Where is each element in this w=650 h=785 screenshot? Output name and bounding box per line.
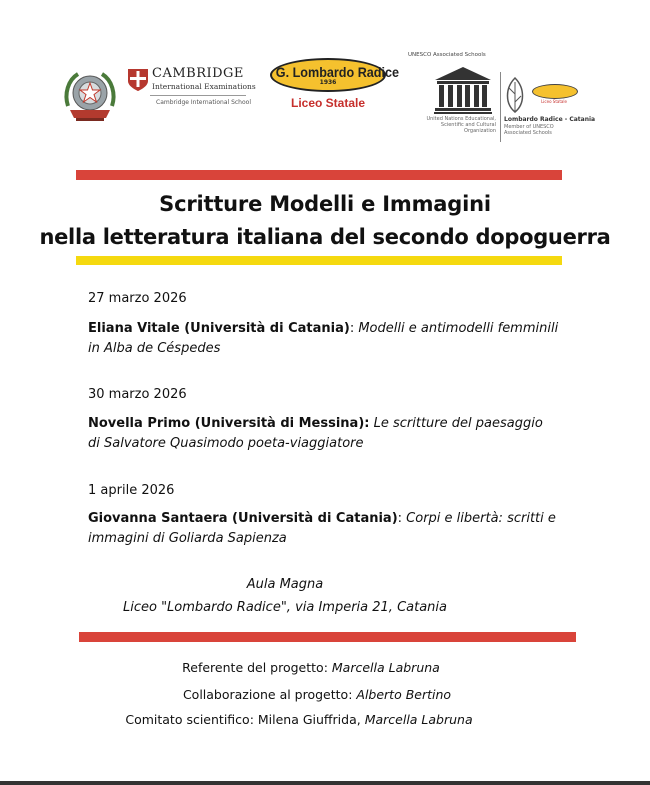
credit-name: Marcella Labruna [364,712,473,727]
credit-name: Alberto Bertino [356,687,452,702]
cambridge-logo [128,66,256,114]
event-talk-title: Modelli e antimodelli femminili [358,321,559,336]
venue-address: Liceo "Lombardo Radice", via Imperia 21, Catania [122,600,448,615]
page-title-line1: Scritture Modelli e Immagini [159,192,491,216]
event-talk-title-cont: di Salvatore Quasimodo poeta-viaggiatore [88,436,364,451]
event-speaker: Giovanna Santaera (Università di Catania) [88,511,398,526]
page-title-line2: nella letteratura italiana del secondo dopoguerra [39,225,611,249]
title-yellow-bar [76,256,562,265]
unesco-org-text: United Nations Educational, Scientific and Cultural Organization [426,116,496,134]
leaf-icon [503,74,527,114]
lombardo-radice-logo [270,58,400,120]
unesco-divider [500,72,501,142]
credit-label: Referente del progetto: [182,660,332,675]
cambridge-subtitle: International Examinations [152,82,256,91]
event-separator: : [349,321,359,336]
lombardo-name: G. Lombardo Radice [275,64,400,80]
event-speaker: Novella Primo (Università di Messina): [88,416,370,431]
credit-referente [0,660,636,675]
event-description [88,509,568,549]
venue-room: Aula Magna [246,577,324,592]
italian-republic-emblem [62,66,118,128]
event-talk-title: Corpi e libertà: scritti e [406,511,556,526]
event-description [88,319,568,359]
event-date: 30 marzo 2026 [88,387,187,402]
bottom-red-bar [79,632,576,642]
page-bottom-edge [0,781,650,785]
unesco-school-type: Liceo Statale [541,99,567,104]
unesco-temple-icon [434,66,492,114]
credit-name: Marcella Labruna [331,660,440,675]
event-talk-title-cont: immagini di Goliarda Sapienza [88,531,287,546]
cambridge-title: CAMBRIDGE [152,66,244,81]
event-description [88,414,568,454]
event-speaker: Eliana Vitale (Università di Catania) [88,321,350,336]
event-date: 1 aprile 2026 [88,483,175,498]
unesco-school-oval [532,84,578,99]
unesco-member-school: Lombardo Radice - Catania [504,116,596,123]
top-red-bar [76,170,562,180]
cambridge-school: Cambridge International School [156,99,251,106]
event-talk-title-cont: in Alba de Céspedes [88,341,221,356]
event-date: 27 marzo 2026 [88,291,187,306]
event-talk-title: Le scritture del paesaggio [373,416,543,431]
credit-label: Comitato scientifico: Milena Giuffrida, [125,712,365,727]
cambridge-divider [150,95,246,96]
unesco-header: UNESCO Associated Schools [408,52,486,58]
unesco-member-desc: Member of UNESCO Associated Schools [504,124,554,136]
lombardo-year: 1936 [319,79,337,86]
lombardo-subtitle: Liceo Statale [290,96,366,110]
credit-comitato [0,712,624,727]
unesco-logo [408,52,598,142]
credit-collaborazione [0,687,642,702]
cambridge-shield-icon [128,69,148,91]
credit-label: Collaborazione al progetto: [182,687,357,702]
event-separator: : [397,511,407,526]
